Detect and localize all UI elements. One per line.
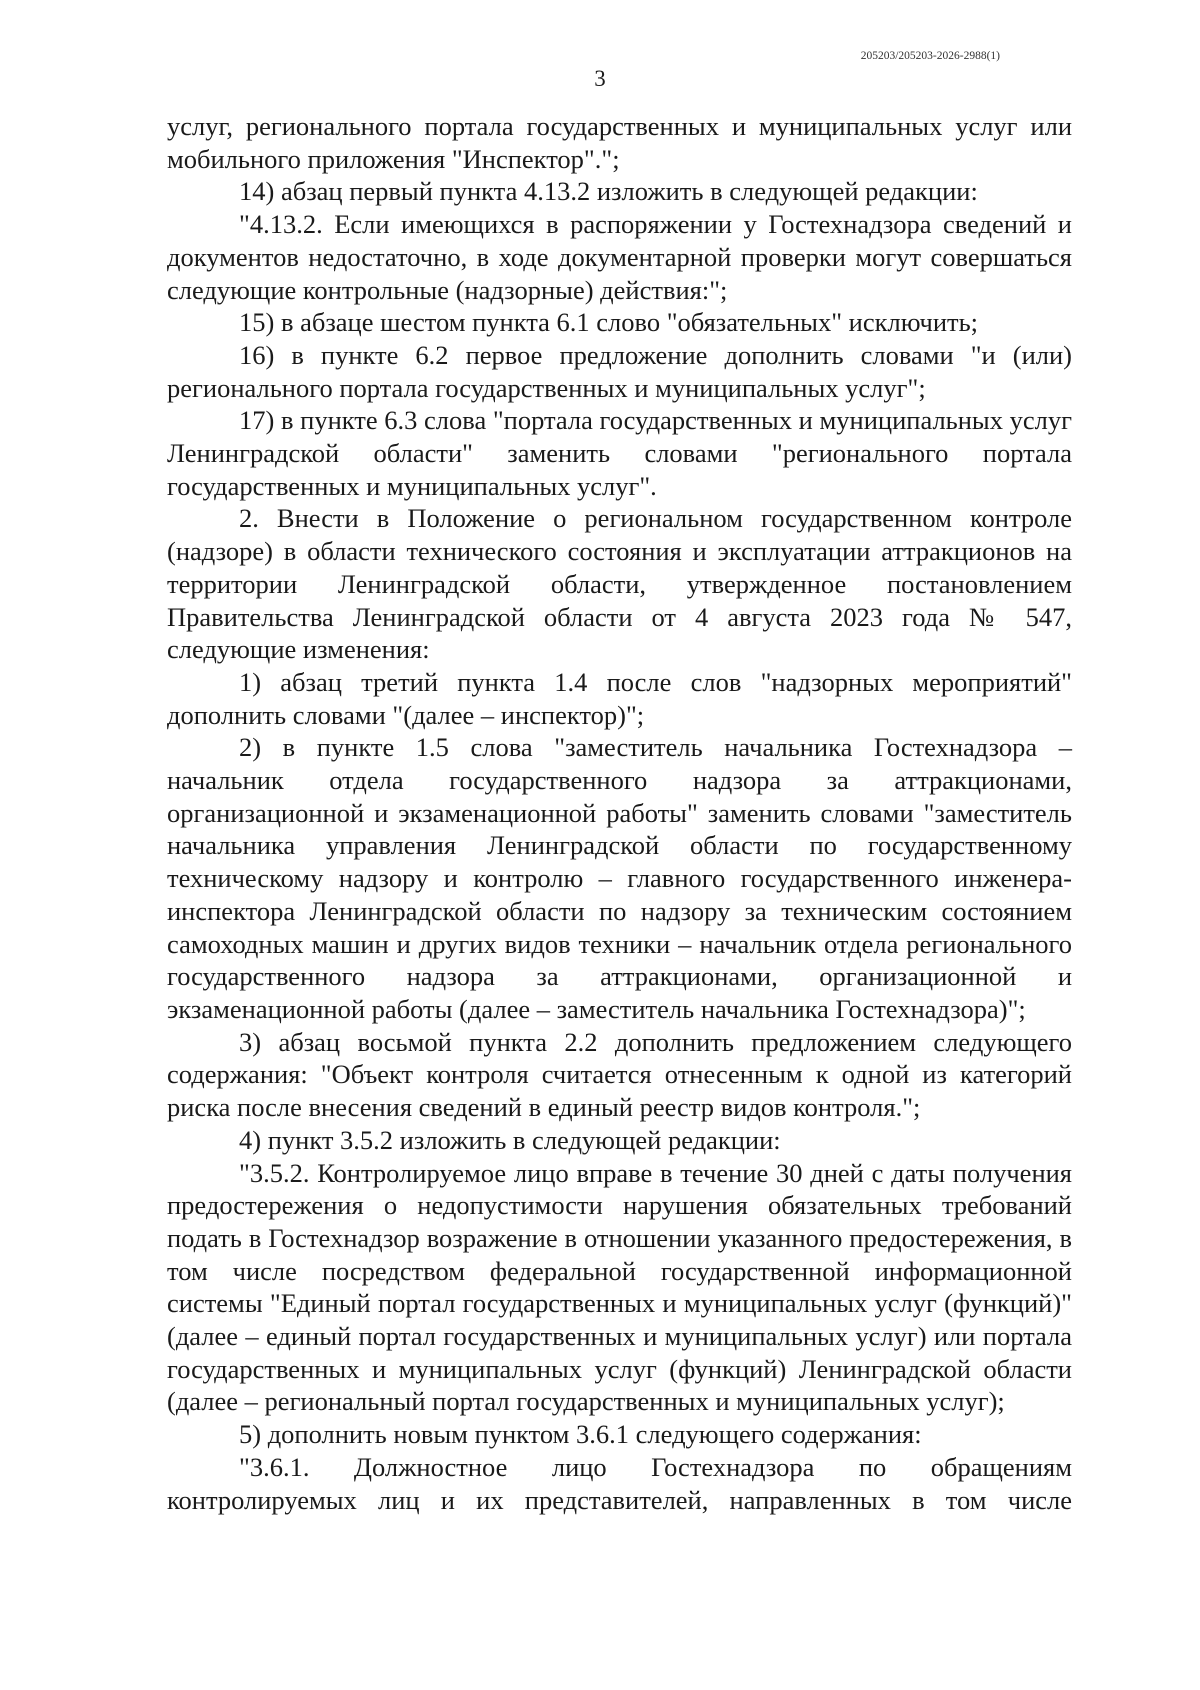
page-number: 3 [594, 66, 606, 91]
paragraph: "3.6.1. Должностное лицо Гостехнадзора по обращениям контролируемых лиц и их представителей, направленных в том числе [167, 1451, 1072, 1515]
paragraph: "3.5.2. Контролируемое лицо вправе в течение 30 дней с даты получения предостережения о недопустимости нарушения обязательных требований подать в Гостехнадзор возражение в отношении указанного предостережения, в том числе посредством федеральной государственной информационной системы "Единый портал государственных и муниципальных услуг (функций)" (далее – единый портал государственных и муниципальных услуг) или портала государственных и муниципальных услуг (функций) Ленинградской области (далее – региональный портал государственных и муниципальных услуг); [167, 1157, 1072, 1417]
paragraph: 4) пункт 3.5.2 изложить в следующей редакции: [239, 1124, 781, 1155]
document-body [167, 110, 1072, 1516]
paragraph: услуг, регионального портала государственных и муниципальных услуг или мобильного приложения "Инспектор"."; [167, 111, 1072, 174]
paragraph: 14) абзац первый пункта 4.13.2 изложить в следующей редакции: [239, 176, 978, 207]
paragraph: 2. Внести в Положение о региональном государственном контроле (надзоре) в области технического состояния и эксплуатации аттракционов на территории Ленинградской области, утвержденное постановлением Правительства Ленинградской области от 4 августа 2023 года № 547, следующие изменения: [167, 503, 1072, 665]
paragraph: "4.13.2. Если имеющихся в распоряжении у Гостехнадзора сведений и документов недостаточно, в ходе документарной проверки могут совершаться следующие контрольные (надзорные) действия:"; [167, 209, 1072, 305]
paragraph: 16) в пункте 6.2 первое предложение дополнить словами "и (или) регионального портала государственных и муниципальных услуг"; [167, 339, 1072, 403]
paragraph: 1) абзац третий пункта 1.4 после слов "надзорных мероприятий" дополнить словами "(далее – инспектор)"; [167, 666, 1072, 730]
paragraph: 15) в абзаце шестом пункта 6.1 слово "обязательных" исключить; [239, 307, 979, 338]
paragraph: 3) абзац восьмой пункта 2.2 дополнить предложением следующего содержания: "Объект контроля считается отнесенным к одной из категорий риска после внесения сведений в единый реестр видов контроля."; [167, 1026, 1072, 1123]
document-registration-number: 205203/205203-2026-2988(1) [860, 50, 1000, 62]
paragraph: 2) в пункте 1.5 слова "заместитель начальника Гостехнадзора – начальник отдела государственного надзора за аттракционами, организационной и экзаменационной работы" заменить словами "заместитель начальника управления Ленинградской области по государственному техническому надзору и контролю – главного государственного инженера-инспектора Ленинградской области по надзору за техническим состоянием самоходных машин и других видов техники – начальник отдела регионального государственного надзора за аттракционами, организационной и экзаменационной работы (далее – заместитель начальника Гостехнадзора)"; [167, 732, 1072, 1024]
paragraph: 5) дополнить новым пунктом 3.6.1 следующего содержания: [239, 1419, 922, 1450]
paragraph: 17) в пункте 6.3 слова "портала государственных и муниципальных услуг Ленинградской области" заменить словами "регионального портала государственных и муниципальных услуг". [167, 405, 1072, 501]
